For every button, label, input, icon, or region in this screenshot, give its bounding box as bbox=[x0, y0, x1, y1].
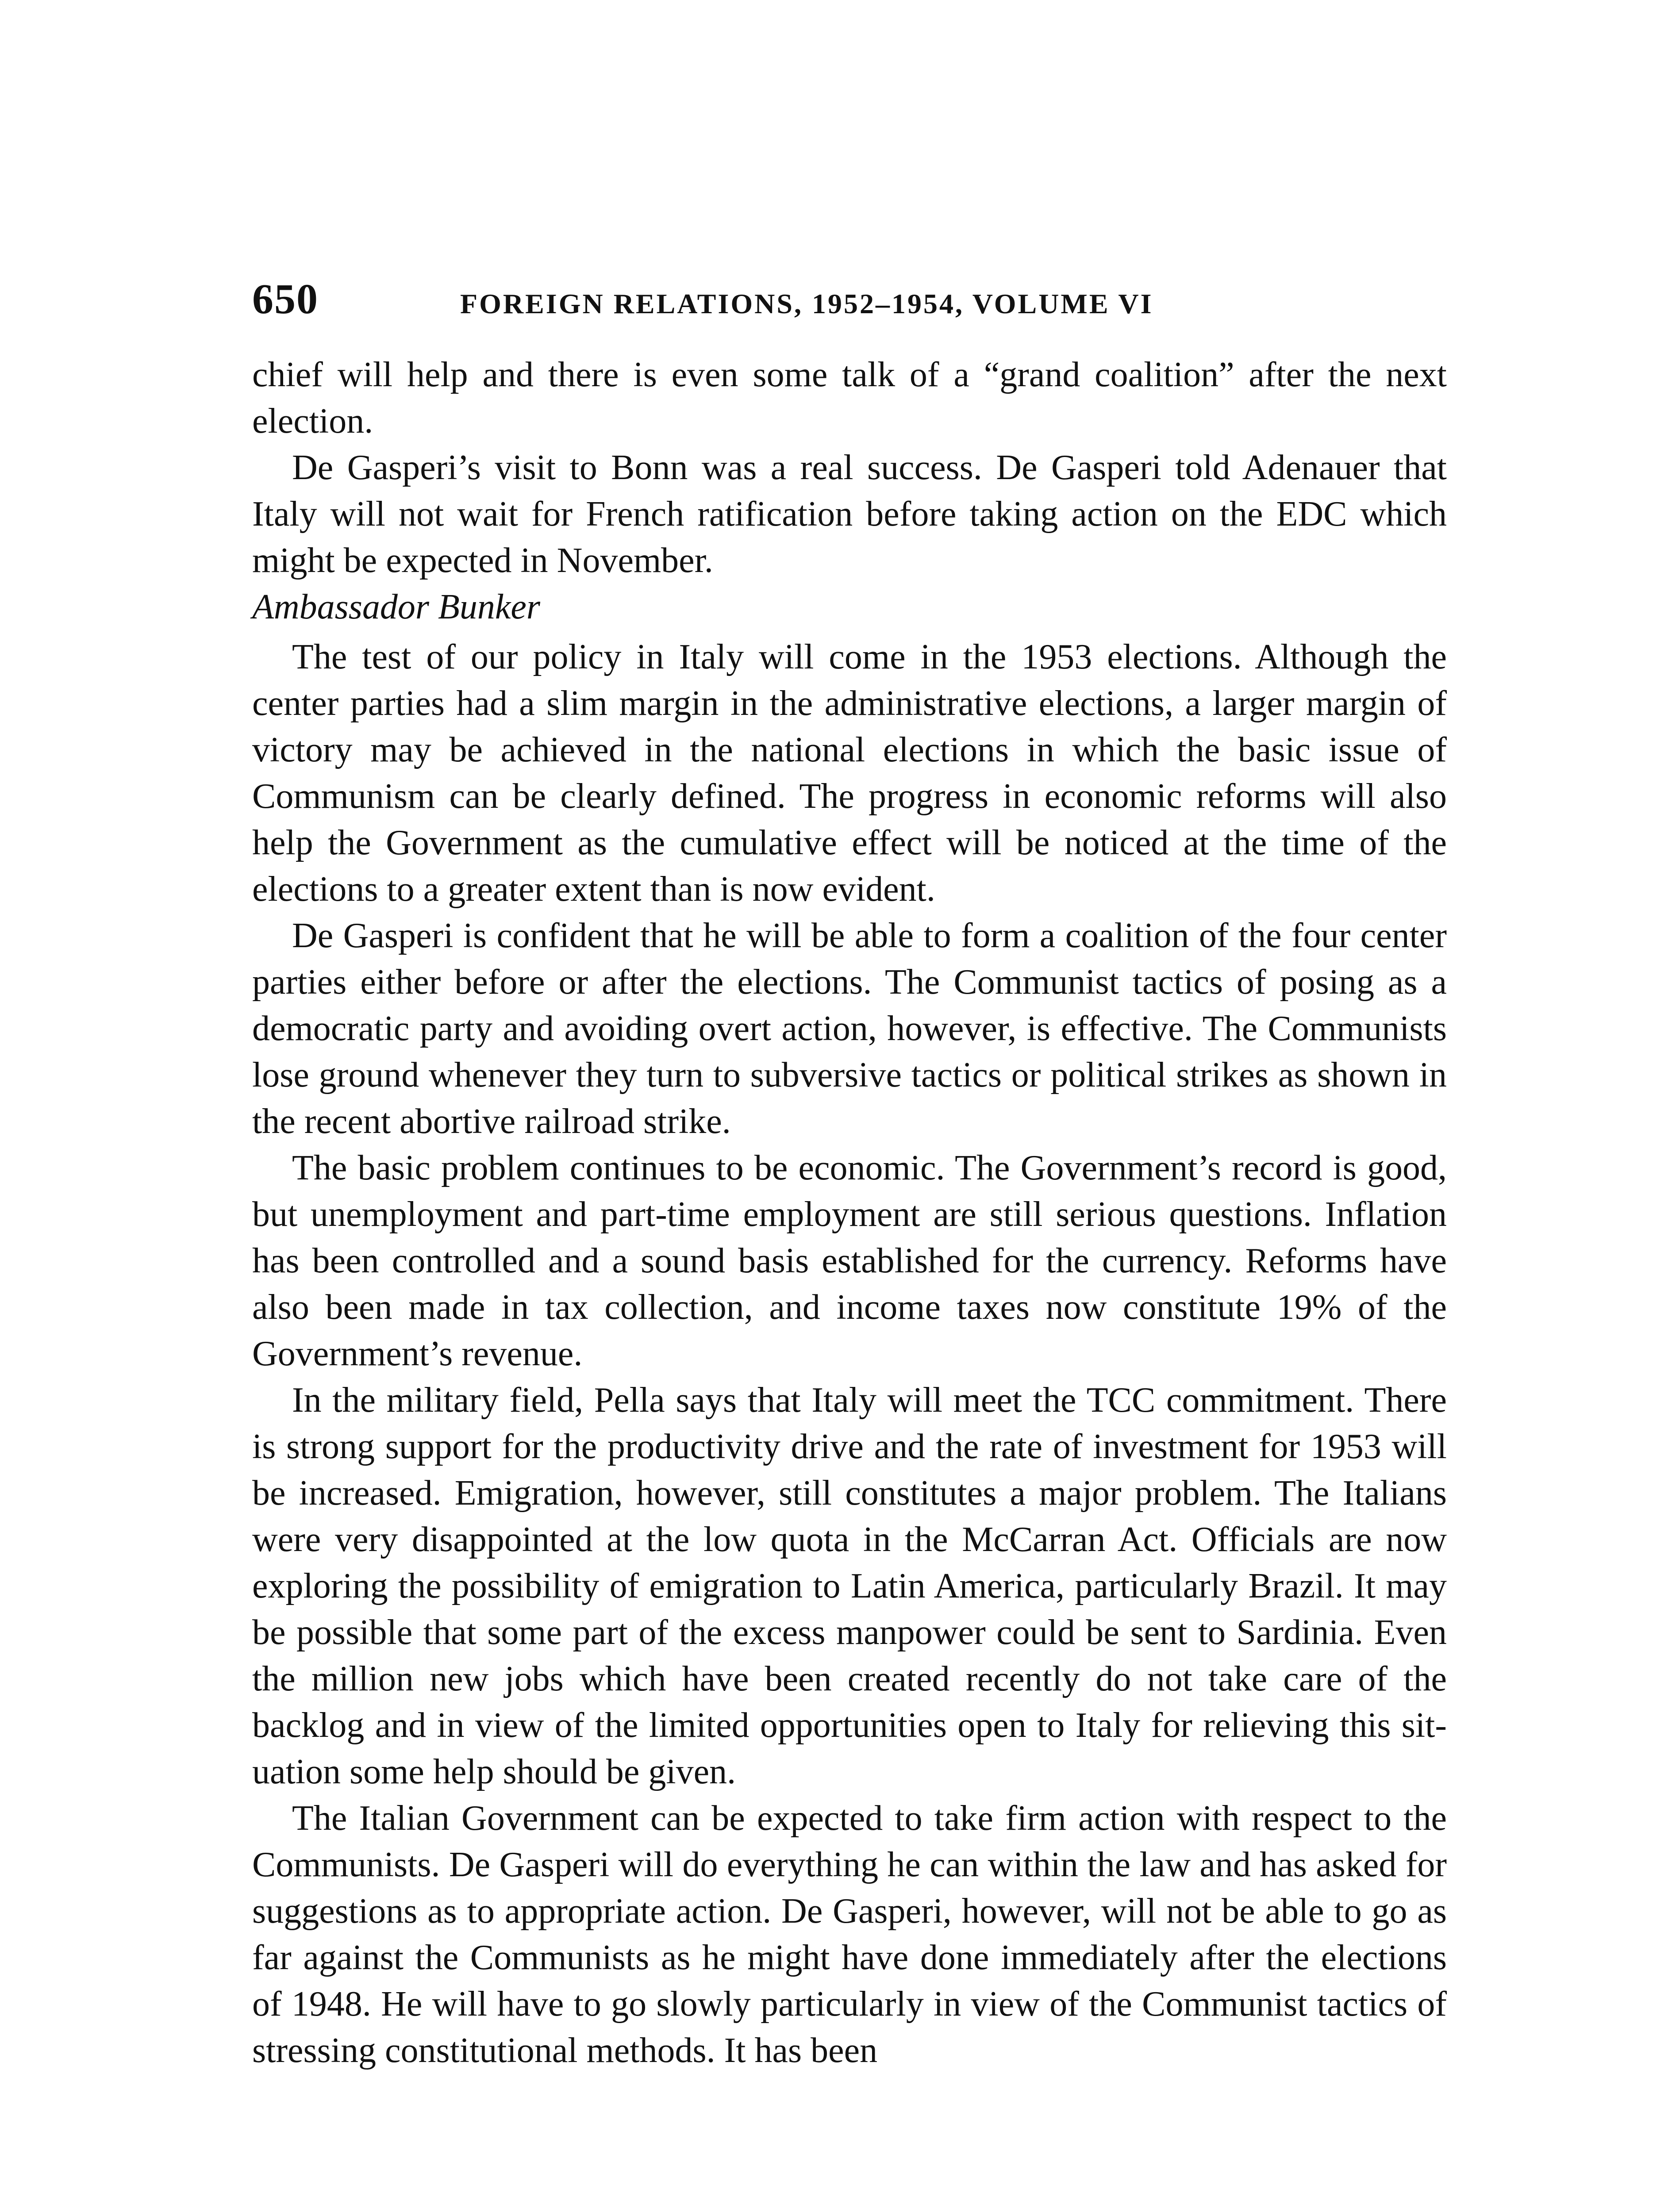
body-text bbox=[252, 352, 1447, 2074]
running-head: FOREIGN RELATIONS, 1952–1954, VOLUME VI bbox=[460, 288, 1153, 319]
page-number: 650 bbox=[252, 275, 319, 323]
paragraph: In the military field, Pella says that Italy will meet the TCC commitment. There is strong support for the productivity drive and the rate of investment for 1953 will be increased. Emigration, however, still constitutes a major problem. The Italians were very disappointed at the low quota in the McCarran Act. Officials are now exploring the possibility of emigration to Latin America, particularly Brazil. It may be possible that some part of the excess manpower could be sent to Sardinia. Even the million new jobs which have been created recently do not take care of the backlog and in view of the limited opportunities open to Italy for relieving this situation some help should be given. bbox=[252, 1381, 1447, 1791]
paragraph: De Gasperi’s visit to Bonn was a real success. De Gasperi told Adenauer that Italy will not wait for French ratification before taking action on the EDC which might be expected in November. bbox=[252, 448, 1447, 580]
speaker-heading: Ambassador Bunker bbox=[252, 588, 541, 626]
document-page bbox=[252, 274, 1447, 2074]
page-header bbox=[252, 274, 1447, 341]
paragraph: The Italian Government can be expected to take firm action with respect to the Communists. De Gasperi will do everything he can within the law and has asked for suggestions as to appropriate action. De Gasperi, however, will not be able to go as far against the Communists as he might have done immediately after the elections of 1948. He will have to go slowly particularly in view of the Communist tactics of stressing constitutional methods. It has been bbox=[252, 1799, 1447, 2070]
paragraph: De Gasperi is confident that he will be able to form a coalition of the four center parties either before or after the elections. The Communist tactics of posing as a democratic party and avoiding overt action, however, is effective. The Communists lose ground whenever they turn to subversive tactics or political strikes as shown in the recent abortive railroad strike. bbox=[252, 916, 1447, 1141]
paragraph: The test of our policy in Italy will come in the 1953 elections. Although the center parties had a slim margin in the administrative elections, a larger margin of victory may be achieved in the national elections in which the basic issue of Communism can be clearly defined. The progress in economic reforms will also help the Government as the cumulative effect will be noticed at the time of the elections to a greater extent than is now evident. bbox=[252, 637, 1447, 909]
paragraph: The basic problem continues to be economic. The Government’s record is good, but unemployment and part-time employment are still serious questions. Inflation has been controlled and a sound basis established for the currency. Reforms have also been made in tax collection, and income taxes now constitute 19% of the Government’s revenue. bbox=[252, 1148, 1447, 1373]
paragraph-continuation: chief will help and there is even some talk of a “grand coalition” after the next election. bbox=[252, 355, 1447, 441]
